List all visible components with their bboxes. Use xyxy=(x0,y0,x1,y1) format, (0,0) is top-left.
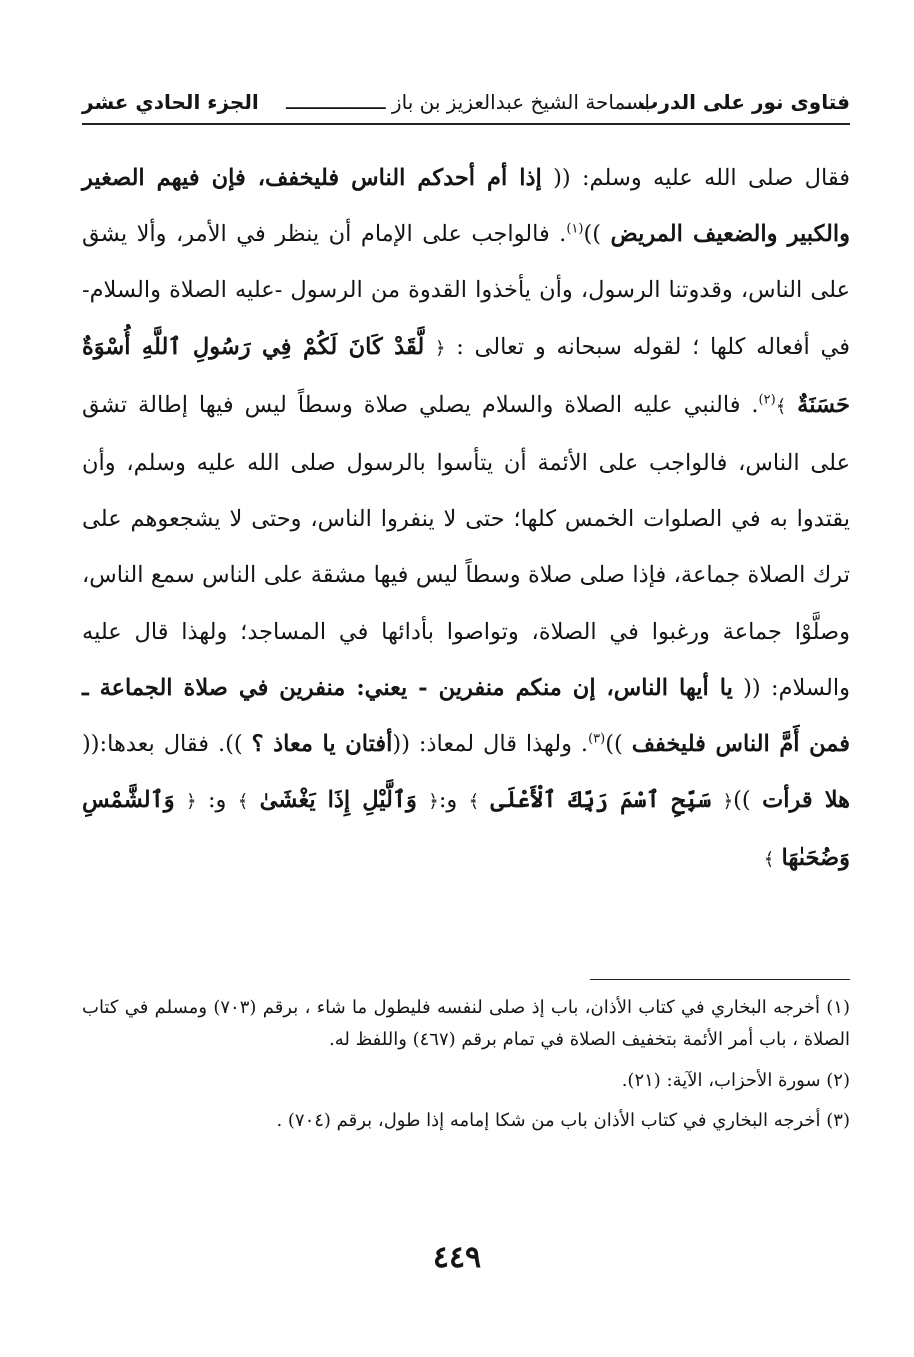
header-rule xyxy=(82,123,850,125)
quran-verse: وَٱلَّيْلِ إِذَا يَغْشَىٰ xyxy=(259,787,417,814)
quran-verse: سَبِّحِ ٱسْمَ رَبِّكَ ٱلْأَعْلَى xyxy=(490,787,712,814)
footnote-ref: (١) xyxy=(566,221,584,237)
text-segment: و: xyxy=(207,787,227,814)
verse-open-bracket: ﴿ xyxy=(186,791,197,813)
verse-close-bracket: ﴾ xyxy=(763,849,775,871)
text-segment: . ولهذا قال لمعاذ: (( xyxy=(392,731,589,758)
verse-close-bracket: ﴾ xyxy=(237,791,249,813)
footnote: (٢) سورة الأحزاب، الآية: (٢١). xyxy=(621,1070,850,1091)
running-header xyxy=(82,88,850,122)
page-number: ٤٤٩ xyxy=(432,1240,482,1275)
quran-verse: لَّقَدْ كَانَ لَكُمْ فِي رَسُولِ ٱللَّهِ أُسْوَةٌ حَسَنَةٌ xyxy=(82,333,851,418)
footnote-ref: (٢) xyxy=(758,392,776,408)
verse-open-bracket: ﴿ xyxy=(428,791,439,813)
text-segment: )). فقال بعدها:(( xyxy=(82,731,243,758)
body-paragraph xyxy=(82,150,850,889)
verse-close-bracket: ﴾ xyxy=(775,395,787,417)
verse-open-bracket: ﴿ xyxy=(434,337,446,359)
text-segment: )) xyxy=(605,731,623,758)
header-book-title: فتاوى نور على الدرب ـ xyxy=(624,90,850,114)
footnotes xyxy=(82,992,850,1146)
text-segment: )) xyxy=(583,221,602,248)
header-part: الجزء الحادي عشر xyxy=(82,90,259,114)
hadith-quote: يا أيها الناس، إن منكم منفرين - يعني: منفرين في صلاة الجماعة ـ فمن أَمَّ الناس فليخفف xyxy=(82,674,850,758)
hadith-quote: إذا أم أحدكم الناس فليخفف، فإن فيهم الصغير والكبير والضعيف المريض xyxy=(82,165,850,248)
quran-verse: وَٱلشَّمْسِ وَضُحَىٰهَا xyxy=(82,787,850,872)
footnote-ref: (٣) xyxy=(588,731,606,747)
hadith-quote: أفتان يا معاذ ؟ xyxy=(251,731,393,758)
footnote: (٣) أخرجه البخاري في كتاب الأذان باب من شكا إمامه إذا طول، برقم (٧٠٤) . xyxy=(276,1110,850,1131)
text-segment: و: xyxy=(438,787,458,814)
text-segment: . فالواجب على الإمام أن ينظر في الأمر، وألا يشق على الناس، وقدوتنا الرسول، وأن يأخذوا القدوة من الرسول -عليه الصلاة والسلام- في أفعاله كلها ؛ لقوله سبحانه و تعالى : xyxy=(82,221,850,360)
header-author: لسماحة الشيخ عبدالعزيز بن باز ـــــــــــــــــ xyxy=(285,90,650,114)
text-segment: )) xyxy=(733,787,751,814)
footnote-rule xyxy=(590,979,850,980)
verse-open-bracket: ﴿ xyxy=(722,791,734,813)
footnote: (١) أخرجه البخاري في كتاب الأذان، باب إذ صلى لنفسه فليطول ما شاء ، برقم (٧٠٣) ومسلم في كتاب الصلاة ، باب أمر الأئمة بتخفيف الصلاة في تمام برقم (٤٦٧) واللفظ له. xyxy=(82,997,850,1050)
text-segment: فقال صلى الله عليه وسلم: (( xyxy=(553,165,850,191)
body-text xyxy=(82,150,850,889)
verse-close-bracket: ﴾ xyxy=(468,791,480,813)
text-segment: . فالنبي عليه الصلاة والسلام يصلي صلاة وسطاً ليس فيها إطالة تشق على الناس، فالواجب على الأئمة أن يتأسوا بالرسول صلى الله عليه وسلم، وأن يقتدوا به في الصلوات الخمس كلها؛ حتى لا ينفروا الناس، وحتى لا يشجعوهم على ترك الصلاة جماعة، فإذا صلى صلاة وسطاً ليس فيها مشقة على الناس سمع الناس، وصلَّوْا جماعة ورغبوا في الصلاة، وتواصوا بأدائها في المساجد؛ ولهذا قال عليه والسلام: (( xyxy=(82,391,850,701)
hadith-quote: هلا قرأت xyxy=(762,787,851,814)
